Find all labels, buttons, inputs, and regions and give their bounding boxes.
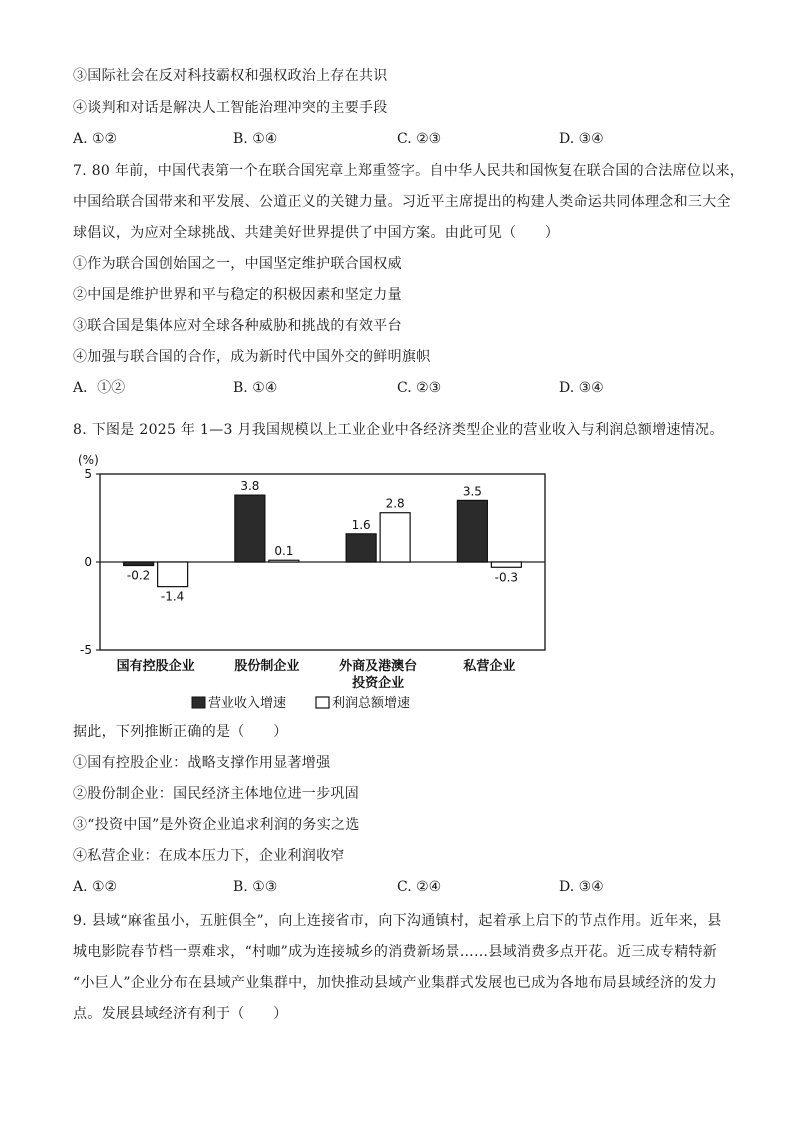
q7-options <box>73 378 713 398</box>
bar-profit <box>269 560 299 562</box>
y-tick-label: 5 <box>84 467 92 481</box>
legend-label-revenue: 营业收入增速 <box>208 696 287 711</box>
q8-option-a[interactable]: A. ①② <box>73 879 118 895</box>
y-tick-label: -5 <box>80 643 92 657</box>
q6-item-3: ③国际社会在反对科技霸权和强权政治上存在共识 <box>73 68 388 84</box>
q8-item-3: ③“投资中国”是外资企业追求利润的务实之选 <box>73 817 360 833</box>
q7-option-c[interactable]: C. ②③ <box>397 380 442 396</box>
q6-item-4: ④谈判和对话是解决人工智能治理冲突的主要手段 <box>73 100 388 116</box>
q9-stem-line-4: 点。发展县域经济有利于（ ） <box>73 1006 288 1022</box>
legend-swatch-revenue <box>192 697 205 708</box>
q8-item-4: ④私营企业：在成本压力下，企业利润收窄 <box>73 848 345 864</box>
q9-stem-line-1: 9. 县域“麻雀虽小，五脏俱全”，向上连接省市，向下沟通镇村，起着承上启下的节点作用。近年来，县 <box>73 913 722 929</box>
q8-option-c[interactable]: C. ②④ <box>397 879 442 895</box>
bar-profit <box>380 513 410 562</box>
category-label: 私营企业 <box>463 659 516 674</box>
q7-item-3: ③联合国是集体应对全球各种威胁和挑战的有效平台 <box>73 318 402 334</box>
legend-swatch-profit <box>316 697 329 708</box>
data-label-profit: 0.1 <box>274 544 294 559</box>
q6-option-a[interactable]: A. ①② <box>73 131 118 147</box>
q7-item-2: ②中国是维护世界和平与稳定的积极因素和坚定力量 <box>73 287 402 303</box>
q7-option-d[interactable]: D. ③④ <box>559 380 604 396</box>
q8-options <box>73 877 713 897</box>
y-tick-label: 0 <box>84 555 92 569</box>
q8-item-1: ①国有控股企业：战略支撑作用显著增强 <box>73 755 331 771</box>
category-label: 外商及港澳台 <box>339 659 418 674</box>
bar-revenue <box>346 534 376 562</box>
bar-profit <box>158 562 188 587</box>
q9-stem-line-3: “小巨人”企业分布在县域产业集群中，加快推动县域产业集群式发展也已成为各地布局县域经济的发力 <box>73 975 718 991</box>
data-label-profit: -0.3 <box>494 570 519 585</box>
q7-stem-line-1: 7. 80 年前，中国代表第一个在联合国宪章上郑重签字。自中华人民共和国恢复在联合国的合法席位以来， <box>73 163 745 179</box>
category-labels <box>117 658 516 691</box>
data-label-revenue: -0.2 <box>126 568 151 583</box>
q7-stem-line-2: 中国给联合国带来和平发展、公道正义的关键力量。习近平主席提出的构建人类命运共同体理念和三大全 <box>73 194 731 210</box>
bar-revenue <box>235 495 265 562</box>
bar-series <box>124 479 522 604</box>
q7-stem-line-3: 球倡议，为应对全球挑战、共建美好世界提供了中国方案。由此可见（ ） <box>73 225 560 241</box>
q6-option-d[interactable]: D. ③④ <box>559 131 604 147</box>
q6-option-b[interactable]: B. ①④ <box>233 131 278 147</box>
q9-stem-line-2: 城电影院春节档一票难求，“村咖”成为连接城乡的消费新场景……县域消费多点开花。近三成专精特新 <box>73 944 718 960</box>
q7-option-b[interactable]: B. ①④ <box>233 380 278 396</box>
data-label-revenue: 3.8 <box>240 479 260 494</box>
data-label-profit: -1.4 <box>160 589 185 604</box>
bar-profit <box>491 562 521 567</box>
q8-stem: 8. 下图是 2025 年 1—3 月我国规模以上工业企业中各经济类型企业的营业收入与利润总额增速情况。 <box>73 422 724 438</box>
q7-option-a[interactable]: A．①② <box>73 380 126 396</box>
q6-options <box>73 129 713 149</box>
category-label: 股份制企业 <box>234 659 300 674</box>
q7-item-1: ①作为联合国创始国之一，中国坚定维护联合国权威 <box>73 256 402 272</box>
data-label-profit: 2.8 <box>385 496 405 511</box>
q8-prompt: 据此，下列推断正确的是（ ） <box>73 724 288 740</box>
bar-chart <box>70 448 550 718</box>
legend-label-profit: 利润总额增速 <box>332 696 411 711</box>
category-label: 投资企业 <box>352 676 405 691</box>
category-label: 国有控股企业 <box>116 659 195 674</box>
y-unit-label: (%) <box>78 453 99 467</box>
legend <box>192 695 410 711</box>
q8-option-b[interactable]: B. ①③ <box>233 879 278 895</box>
data-label-revenue: 1.6 <box>351 517 371 532</box>
bar-revenue <box>124 562 154 566</box>
q8-item-2: ②股份制企业：国民经济主体地位进一步巩固 <box>73 786 359 802</box>
bar-revenue <box>457 500 487 562</box>
q6-option-c[interactable]: C. ②③ <box>397 131 442 147</box>
data-label-revenue: 3.5 <box>462 484 482 499</box>
q7-item-4: ④加强与联合国的合作，成为新时代中国外交的鲜明旗帜 <box>73 349 431 365</box>
q8-option-d[interactable]: D. ③④ <box>559 879 604 895</box>
